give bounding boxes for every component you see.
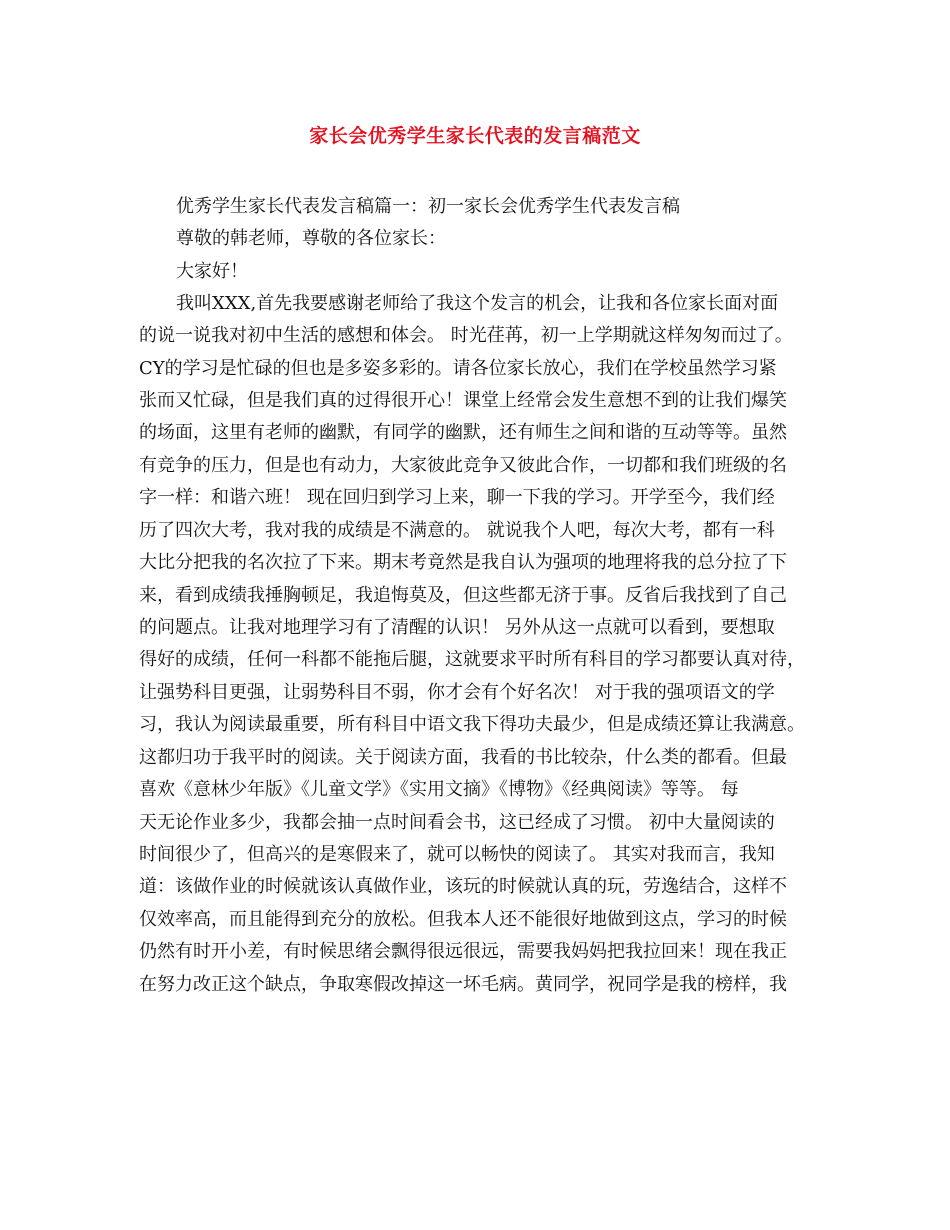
paragraph-line: 来，看到成绩我捶胸顿足，我追悔莫及，但这些都无济于事。反省后我找到了自己 <box>139 585 787 606</box>
paragraph-line: 的场面，这里有老师的幽默，有同学的幽默，还有师生之间和谐的互动等等。虽然 <box>139 422 787 443</box>
paragraph-line: 喜欢《意林少年版》《儿童文学》《实用文摘》《博物》《经典阅读》等等。 每 <box>139 779 739 800</box>
paragraph-line: 天无论作业多少，我都会抽一点时间看会书，这已经成了习惯。 初中大量阅读的 <box>139 812 775 833</box>
paragraph-line: 得好的成绩，任何一科都不能拖后腿，这就要求平时所有科目的学习都要认真对待， <box>139 649 805 670</box>
paragraph-line: 有竞争的压力，但是也有动力，大家彼此竞争又彼此合作，一切都和我们班级的名 <box>139 455 787 476</box>
intro-heading: 优秀学生家长代表发言稿篇一：初一家长会优秀学生代表发言稿 <box>176 196 680 217</box>
greeting: 大家好！ <box>176 261 248 282</box>
paragraph-line: 的说一说我对初中生活的感想和体会。 时光荏苒，初一上学期就这样匆匆而过了。 <box>139 325 793 346</box>
paragraph-line: 字一样：和谐六班！ 现在回归到学习上来，聊一下我的学习。开学至今，我们经 <box>139 487 775 508</box>
paragraph-line: 让强势科目更强，让弱势科目不弱，你才会有个好名次！ 对于我的强项语文的学 <box>139 682 775 703</box>
paragraph-line: 仅效率高，而且能得到充分的放松。但我本人还不能很好地做到这点，学习的时候 <box>139 909 787 930</box>
paragraph-line: 历了四次大考，我对我的成绩是不满意的。 就说我个人吧，每次大考，都有一科 <box>139 520 775 541</box>
paragraph-line: 道：该做作业的时候就该认真做作业，该玩的时候就认真的玩，劳逸结合，这样不 <box>139 876 787 897</box>
paragraph-line: 我叫XXX,首先我要感谢老师给了我这个发言的机会，让我和各位家长面对面 <box>176 293 779 314</box>
paragraph-line: 时间很少了，但高兴的是寒假来了，就可以畅快的阅读了。 其实对我而言，我知 <box>139 844 775 865</box>
paragraph-line: CY的学习是忙碌的但也是多姿多彩的。请各位家长放心，我们在学校虽然学习紧 <box>139 358 777 379</box>
paragraph-line: 仍然有时开小差，有时候思绪会飘得很远很远，需要我妈妈把我拉回来！现在我正 <box>139 941 787 962</box>
document-title: 家长会优秀学生家长代表的发言稿范文 <box>309 125 641 147</box>
paragraph-line: 习，我认为阅读最重要，所有科目中语文我下得功夫最少，但是成绩还算让我满意。 <box>139 714 805 735</box>
paragraph-line: 大比分把我的名次拉了下来。期末考竟然是我自认为强项的地理将我的总分拉了下 <box>139 552 787 573</box>
paragraph-line: 在努力改正这个缺点，争取寒假改掉这一坏毛病。黄同学，祝同学是我的榜样，我 <box>139 974 787 995</box>
salutation: 尊敬的韩老师，尊敬的各位家长： <box>176 228 446 249</box>
paragraph-line: 的问题点。让我对地理学习有了清醒的认识！ 另外从这一点就可以看到，要想取 <box>139 617 775 638</box>
paragraph-line: 这都归功于我平时的阅读。关于阅读方面，我看的书比较杂，什么类的都看。但最 <box>139 747 787 768</box>
paragraph-line: 张而又忙碌，但是我们真的过得很开心！课堂上经常会发生意想不到的让我们爆笑 <box>139 390 787 411</box>
